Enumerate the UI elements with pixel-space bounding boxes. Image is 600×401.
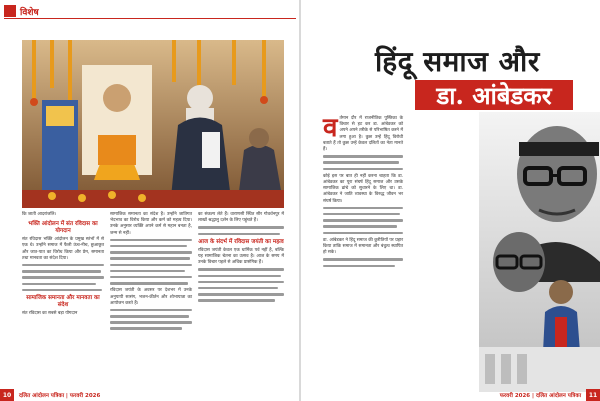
body-text-lines <box>323 207 403 234</box>
paragraph: डा. आंबेडकर ने हिंदू समाज की कुरीतियों पर प्रहार किया ताकि समाज में समानता और बंधुत्व स्थापित हो सके। <box>323 237 403 256</box>
section-divider <box>4 18 296 19</box>
footer-text: फरवरी 2026 | दलित आंदोलन पत्रिका <box>499 393 581 399</box>
body-text-lines <box>110 239 192 285</box>
body-text-lines <box>323 258 403 267</box>
text-column-3 <box>198 212 284 306</box>
left-footer <box>0 389 299 401</box>
article-subtitle: डा. आंबेडकर <box>436 80 552 110</box>
body-text-lines <box>110 309 192 330</box>
text-column-2 <box>110 212 192 334</box>
text-column-1 <box>22 212 104 319</box>
left-page <box>0 0 299 401</box>
drop-cap: व <box>323 113 338 143</box>
intro-paragraph <box>323 113 403 153</box>
body-text-lines <box>198 268 284 301</box>
subheading-equality: सामाजिक समानता और मानवता का संदेश <box>26 294 100 308</box>
paragraph: रविदास जयंती के अवसर पर देशभर में उनके अनुयायी सत्संग, भजन-कीर्तन और शोभायात्रा का आयोजन करते हैं। <box>110 288 192 306</box>
intro-column <box>323 113 403 271</box>
intro-text: र्तमान दौर में राजनीतिक पुस्तिका के विचार से हट कर डा. आंबेडकर को अपने अपने तरीके से परिभाषित करने में लगा हुआ है। कुछ उन्हें हिंदू विरोधी बताते हैं तो कुछ उन्हें केवल दलितों का नेता मानते हैं। <box>323 116 403 153</box>
right-page <box>301 0 600 401</box>
body-text-lines <box>198 226 284 235</box>
footer-text: दलित आंदोलन पत्रिका | फरवरी 2026 <box>19 393 101 399</box>
paragraph: संत रविदास का सबसे बड़ा योगदान <box>22 310 78 316</box>
article-subtitle-band <box>415 80 573 110</box>
article-title: हिंदू समाज और <box>375 45 540 78</box>
page-number: 10 <box>0 389 14 401</box>
paragraph: संत रविदास भक्ति आंदोलन के प्रमुख स्तंभों में से एक थे। उन्होंने समाज में फैली ऊंच-नीच, छुआछूत और जात-पात का विरोध किया और प्रेम, समानता तथा मानवता का संदेश दिया। <box>22 237 104 261</box>
ambedkar-illustration <box>479 112 600 392</box>
body-text-lines <box>323 155 403 170</box>
lead-text: कि जाती आदरांजलि। <box>22 212 57 217</box>
subheading-ravidas-jayanti: आज के संदर्भ में रविदास जयंती का महत्व <box>198 238 284 245</box>
section-marker-icon <box>4 5 16 17</box>
section-header <box>4 4 39 18</box>
page-number: 11 <box>586 389 600 401</box>
paragraph: कोई इस पर बात ही नहीं करना चाहता कि डा. आंबेडकर का यूरा संघर्ष हिंदू समाज और उसके सामाजिक ढांचे को सुधारने के लिए था। डा. आंबेडकर ने जाति व्यवस्था के विरुद्ध जीवन भर संघर्ष किया। <box>323 173 403 204</box>
right-footer <box>301 389 600 401</box>
paragraph: रविदास जयंती केवल एक धार्मिक पर्व नहीं है, बल्कि यह सामाजिक चेतना का उत्सव है। आज के समय में उनके विचार पहले से अधिक प्रासंगिक हैं। <box>198 247 284 266</box>
article-photo <box>22 40 284 208</box>
paragraph: का संकल्प लेते हैं। वाराणसी स्थित सीर गोवर्धनपुर में लाखों श्रद्धालु दर्शन के लिए पहुंचते हैं। <box>198 212 284 224</box>
section-label: विशेष <box>20 7 39 18</box>
subheading-bhakti: भक्ति आंदोलन में संत रविदास का योगदान <box>28 221 98 235</box>
body-text-lines <box>22 264 104 291</box>
paragraph: सामाजिक समानता का संदेश है। उन्होंने जातिगत भेदभाव का विरोध किया और कर्म को महत्व दिया। उनके अनुसार व्यक्ति अपने कर्म से महान बनता है, जन्म से नहीं। <box>110 212 192 236</box>
